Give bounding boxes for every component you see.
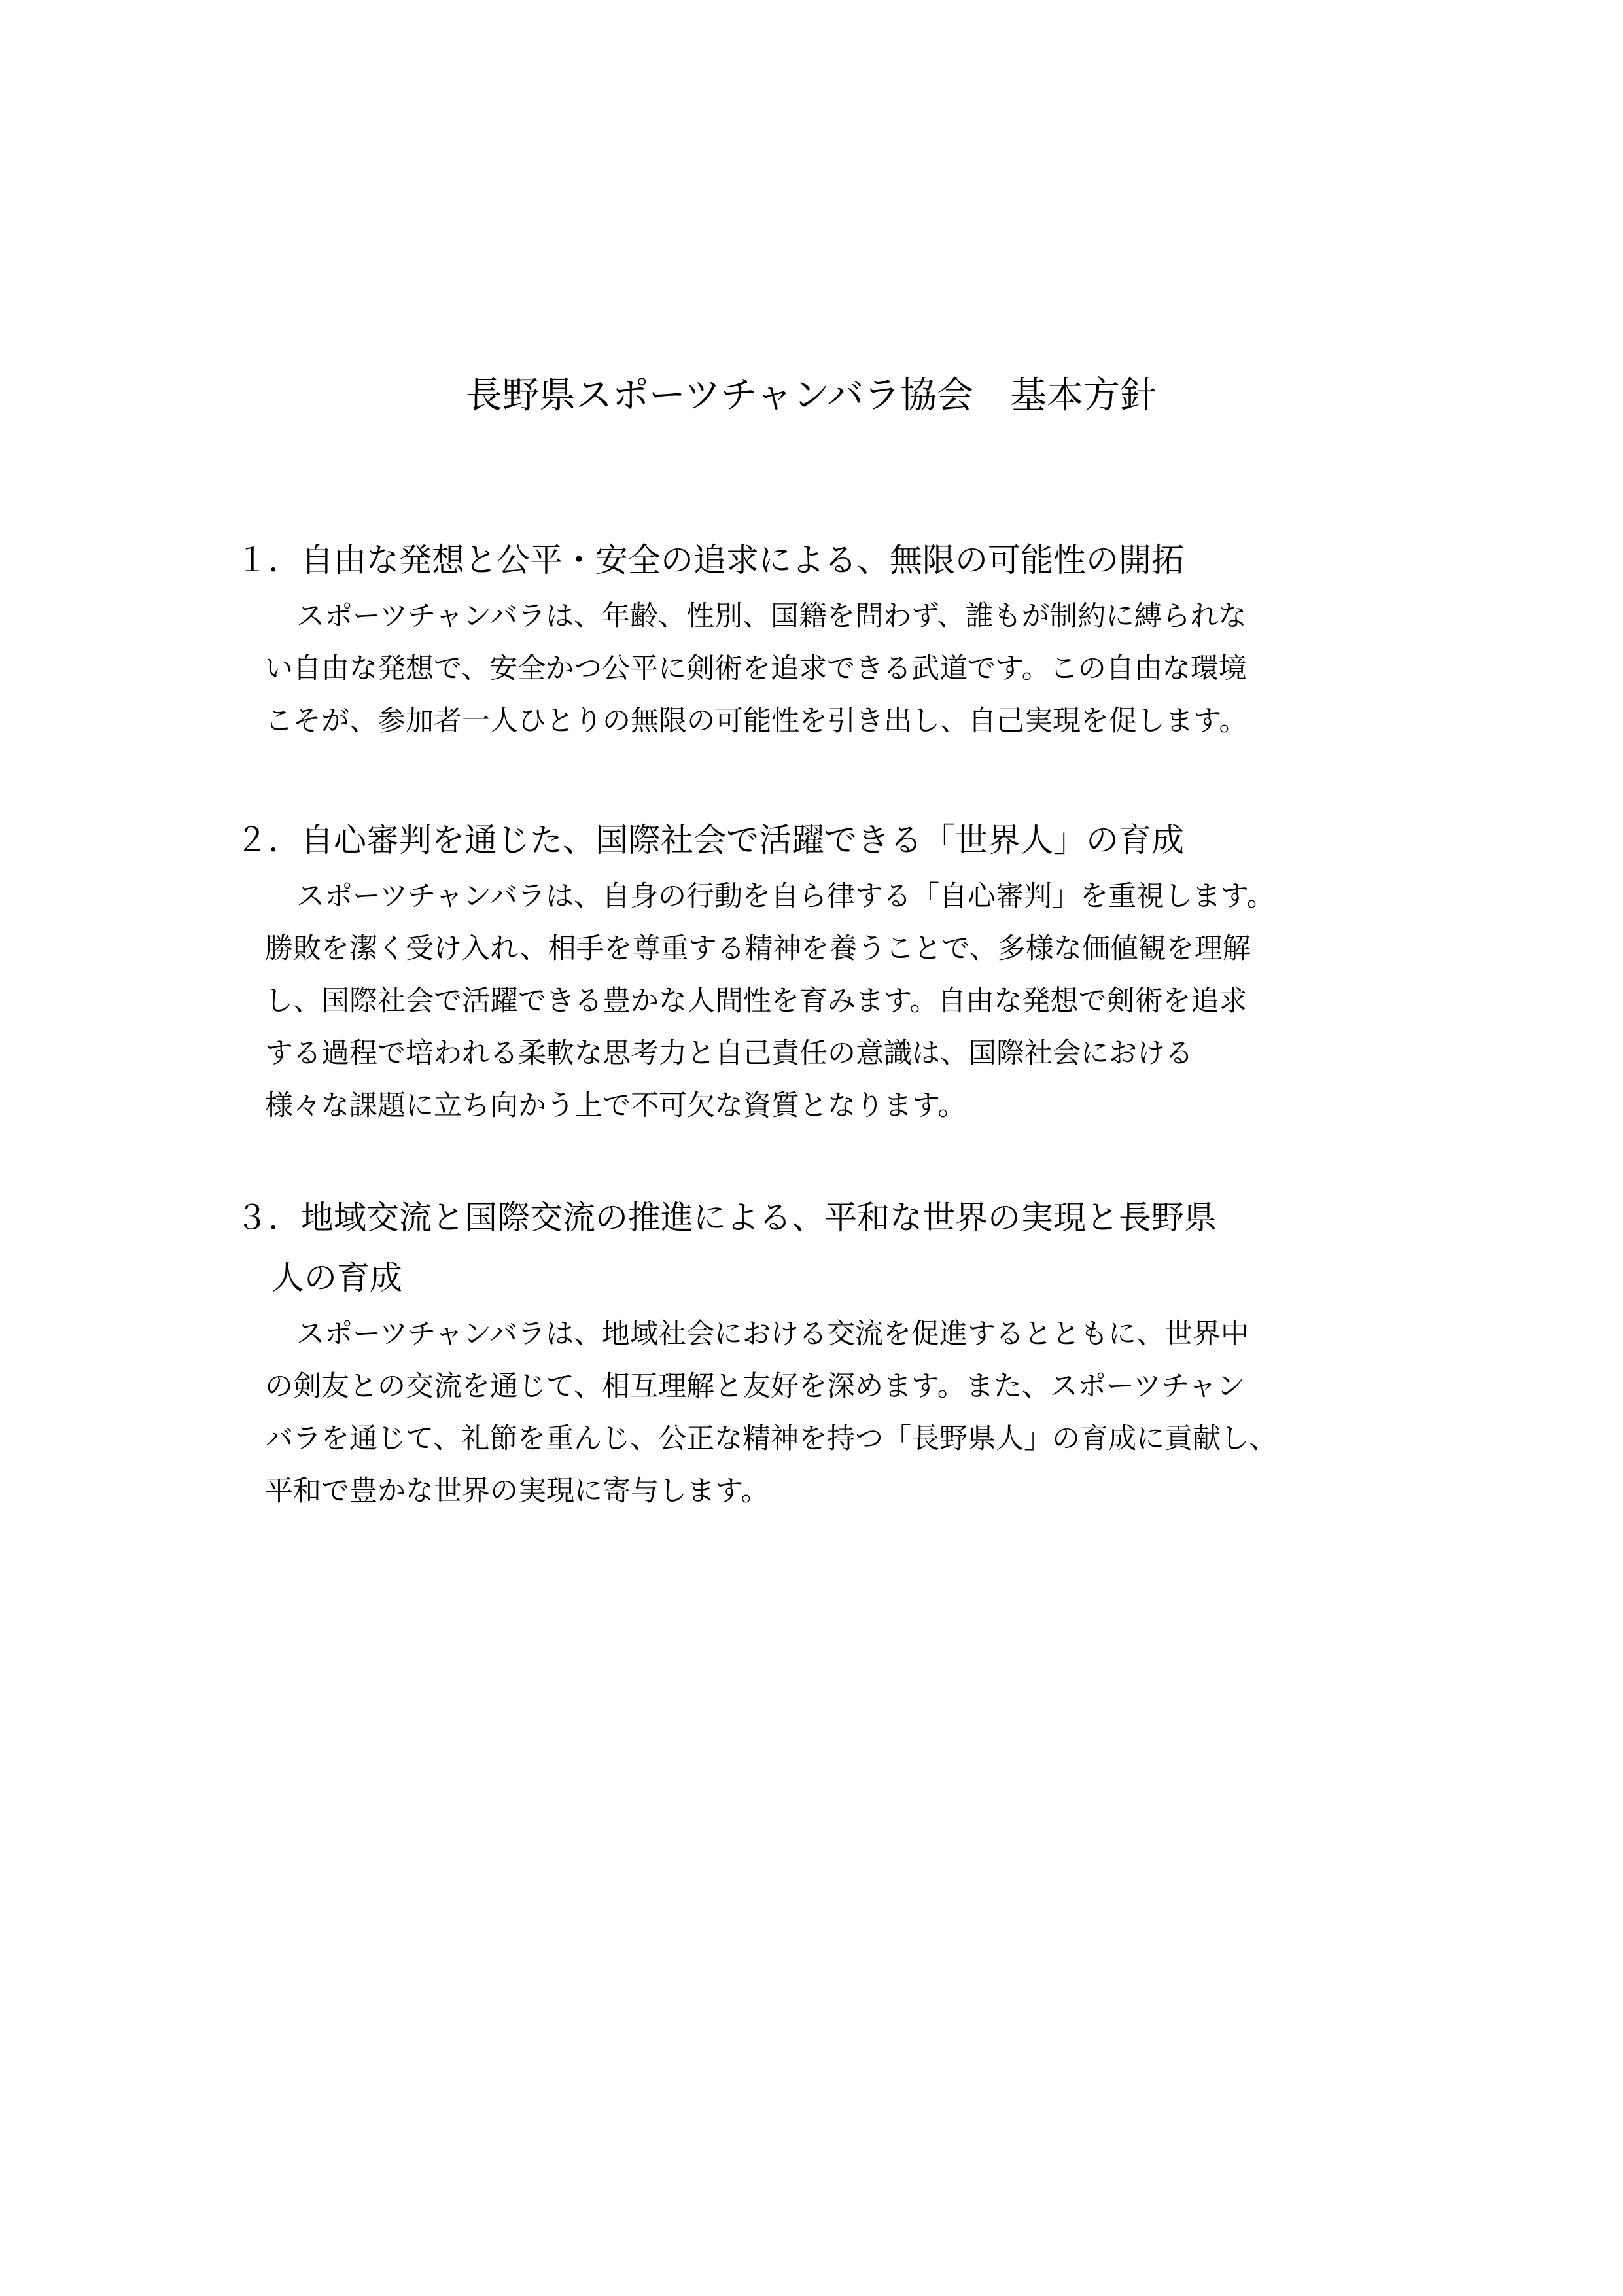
body-line: バラを通じて、礼節を重んじ、公正な精神を持つ「長野県人」の育成に貢献し、 bbox=[265, 1422, 1278, 1455]
section-body bbox=[236, 590, 1406, 747]
body-line: の剣友との交流を通じて、相互理解と友好を深めます。また、スポーツチャン bbox=[265, 1370, 1245, 1403]
body-line: こそが、参加者一人ひとりの無限の可能性を引き出し、自己実現を促します。 bbox=[265, 705, 1248, 737]
section-heading-continuation: 人の育成 bbox=[271, 1259, 402, 1297]
body-line: スポーツチャンバラは、年齢、性別、国籍を問わず、誰もが制約に縛られな bbox=[296, 600, 1247, 633]
body-line: い自由な発想で、安全かつ公平に剣術を追求できる武道です。この自由な環境 bbox=[265, 652, 1247, 685]
section-heading bbox=[236, 1188, 1406, 1308]
section-body bbox=[236, 870, 1406, 1132]
body-line: し、国際社会で活躍できる豊かな人間性を育みます。自由な発想で剣術を追求 bbox=[265, 985, 1248, 1017]
page-title: 長野県スポーツチャンバラ協会 基本方針 bbox=[465, 374, 1157, 417]
policy-section-2 bbox=[236, 810, 1406, 1132]
section-heading: １．自由な発想と公平・安全の追求による、無限の可能性の開拓 bbox=[236, 541, 1184, 579]
body-line: スポーツチャンバラは、地域社会における交流を促進するとともに、世界中 bbox=[296, 1318, 1249, 1351]
policy-section-3 bbox=[236, 1188, 1406, 1517]
section-body bbox=[236, 1308, 1406, 1517]
body-line: 平和で豊かな世界の実現に寄与します。 bbox=[265, 1475, 769, 1508]
body-line: 勝敗を潔く受け入れ、相手を尊重する精神を養うことで、多様な価値観を理解 bbox=[265, 932, 1251, 965]
body-line: 様々な課題に立ち向かう上で不可欠な資質となります。 bbox=[265, 1089, 966, 1122]
body-line: スポーツチャンバラは、自身の行動を自ら律する「自心審判」を重視します。 bbox=[296, 880, 1275, 913]
section-heading: ２．自心審判を通じた、国際社会で活躍できる「世界人」の育成 bbox=[236, 821, 1184, 859]
policy-section-1 bbox=[236, 530, 1406, 747]
section-heading-line: ３．地域交流と国際交流の推進による、平和な世界の実現と長野県 bbox=[236, 1199, 1217, 1237]
body-line: する過程で培われる柔軟な思考力と自己責任の意識は、国際社会における bbox=[265, 1037, 1193, 1070]
